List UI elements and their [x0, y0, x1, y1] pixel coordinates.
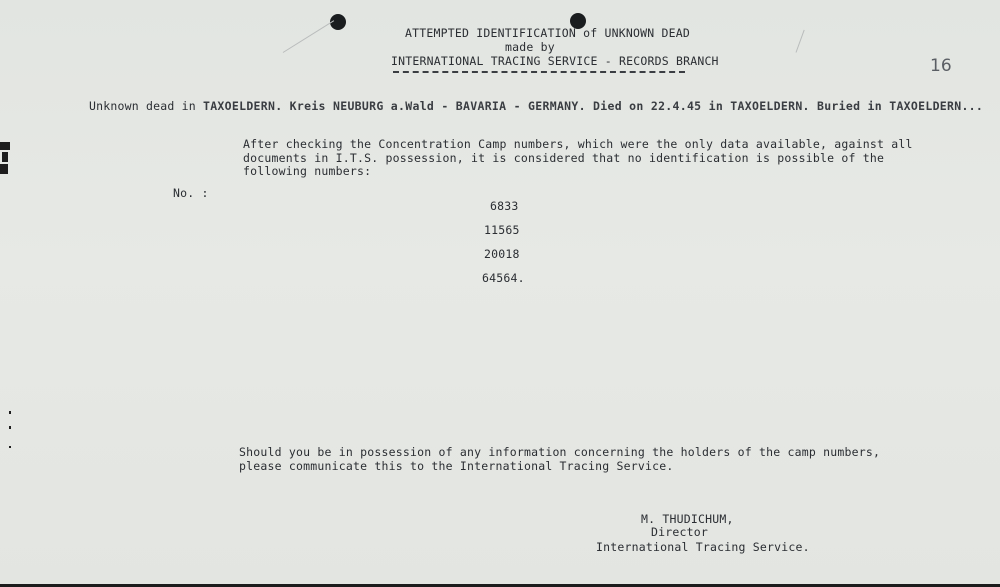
page-number: 16 — [930, 56, 952, 76]
header-made-by: made by — [505, 40, 555, 54]
numbers-label: No. : — [173, 186, 209, 200]
camp-number: 11565 — [484, 223, 520, 237]
signature-name: M. THUDICHUM, — [641, 512, 734, 526]
edge-mark — [9, 411, 11, 414]
camp-number: 20018 — [484, 247, 520, 261]
camp-number: 64564. — [482, 271, 525, 285]
edge-mark — [9, 446, 11, 448]
signature-title: Director — [651, 525, 708, 539]
header-organization: INTERNATIONAL TRACING SERVICE - RECORDS BRANCH — [391, 54, 719, 68]
camp-number: 6833 — [490, 199, 519, 213]
edge-mark — [0, 142, 10, 150]
edge-mark — [9, 426, 11, 429]
subject-details: TAXOELDERN. Kreis NEUBURG a.Wald - BAVARIA - GERMANY. Died on 22.4.45 in TAXOELDERN. Buried in TAXOELDERN... — [202, 99, 984, 113]
subject-line — [89, 100, 983, 113]
paragraph1-line3: following numbers: — [243, 164, 372, 178]
pencil-mark — [796, 30, 805, 53]
header-title: ATTEMPTED IDENTIFICATION of UNKNOWN DEAD — [405, 26, 690, 40]
paragraph2-line1: Should you be in possession of any information concerning the holders of the camp numbers, — [239, 445, 881, 459]
paragraph1-line1: After checking the Concentration Camp numbers, which were the only data available, against all — [243, 137, 913, 151]
edge-mark — [2, 152, 8, 162]
edge-mark — [0, 164, 8, 174]
header-underline — [393, 71, 685, 73]
signature-organization: International Tracing Service. — [596, 540, 810, 554]
paragraph1-line2: documents in I.T.S. possession, it is considered that no identification is possible of the — [243, 151, 885, 165]
subject-prefix: Unknown dead in — [89, 99, 196, 113]
pencil-mark — [283, 20, 334, 53]
paragraph2-line2: please communicate this to the International Tracing Service. — [239, 459, 674, 473]
